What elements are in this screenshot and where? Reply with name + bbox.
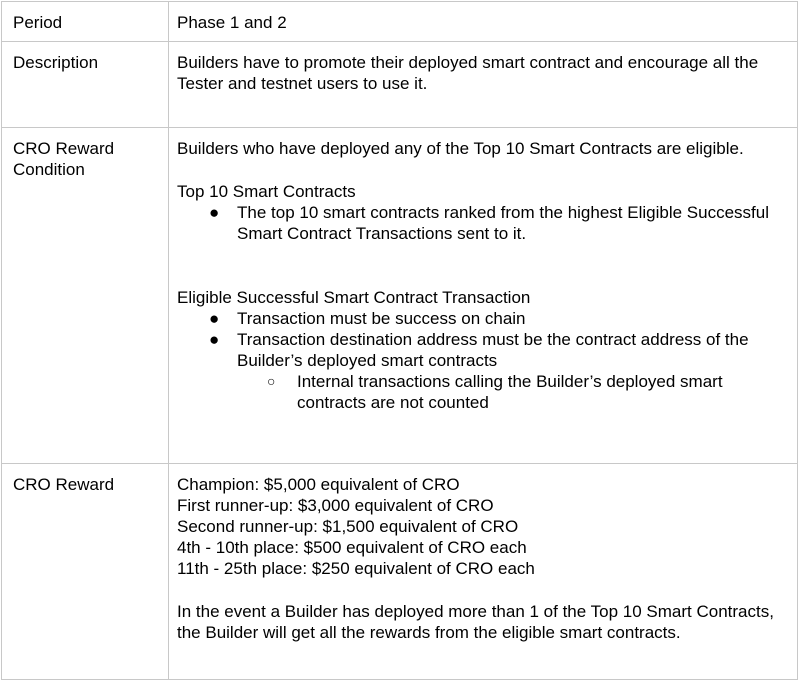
condition-label: CRO Reward Condition [13,139,115,179]
eligible-sub-list [237,371,783,413]
top10-bullet-text: The top 10 smart contracts ranked from the highest Eligible Successful Smart Contract Transactions sent to it. [237,203,769,243]
bullet-icon: ● [209,203,220,222]
content-cell [169,42,798,128]
description-text: Builders have to promote their deployed smart contract and encourage all the Tester and testnet users to use it. [177,53,759,93]
list-item [237,371,783,413]
list-item [177,308,783,329]
label-cell [2,128,169,464]
reward-label: CRO Reward [13,475,115,494]
bullet-icon: ● [209,309,220,328]
reward-line-11th-25th: 11th - 25th place: $250 equivalent of CRO each [177,559,535,578]
top10-list [177,202,783,244]
table-row-description [2,42,798,128]
reward-line-first-runner-up: First runner-up: $3,000 equivalent of CRO [177,496,494,515]
list-item [177,202,783,244]
eligible-bullet-text: Transaction must be success on chain [237,309,526,328]
table-row-period [2,2,798,42]
period-value: Phase 1 and 2 [177,13,287,32]
reward-line-second-runner-up: Second runner-up: $1,500 equivalent of CRO [177,517,519,536]
content-cell [169,2,798,42]
label-cell [2,464,169,680]
eligible-sub-bullet-text: Internal transactions calling the Builder’s deployed smart contracts are not counted [297,372,723,412]
rules-table [1,1,798,680]
label-cell [2,42,169,128]
table-row-reward [2,464,798,680]
eligible-heading: Eligible Successful Smart Contract Transaction [177,288,531,307]
period-label: Period [13,13,63,32]
top10-heading: Top 10 Smart Contracts [177,182,356,201]
content-cell [169,464,798,680]
content-cell [169,128,798,464]
eligible-list [177,308,783,413]
reward-note: In the event a Builder has deployed more than 1 of the Top 10 Smart Contracts, the Builder will get all the rewards from the eligible smart contracts. [177,602,774,642]
condition-intro: Builders who have deployed any of the Top 10 Smart Contracts are eligible. [177,139,744,158]
bullet-icon: ● [209,330,220,349]
list-item [177,329,783,413]
reward-line-4th-10th: 4th - 10th place: $500 equivalent of CRO each [177,538,527,557]
description-label: Description [13,53,99,72]
reward-line-champion: Champion: $5,000 equivalent of CRO [177,475,460,494]
label-cell [2,2,169,42]
table-row-condition [2,128,798,464]
eligible-bullet-text: Transaction destination address must be the contract address of the Builder’s deployed smart contracts [237,330,749,370]
circle-bullet-icon: ○ [267,373,276,389]
